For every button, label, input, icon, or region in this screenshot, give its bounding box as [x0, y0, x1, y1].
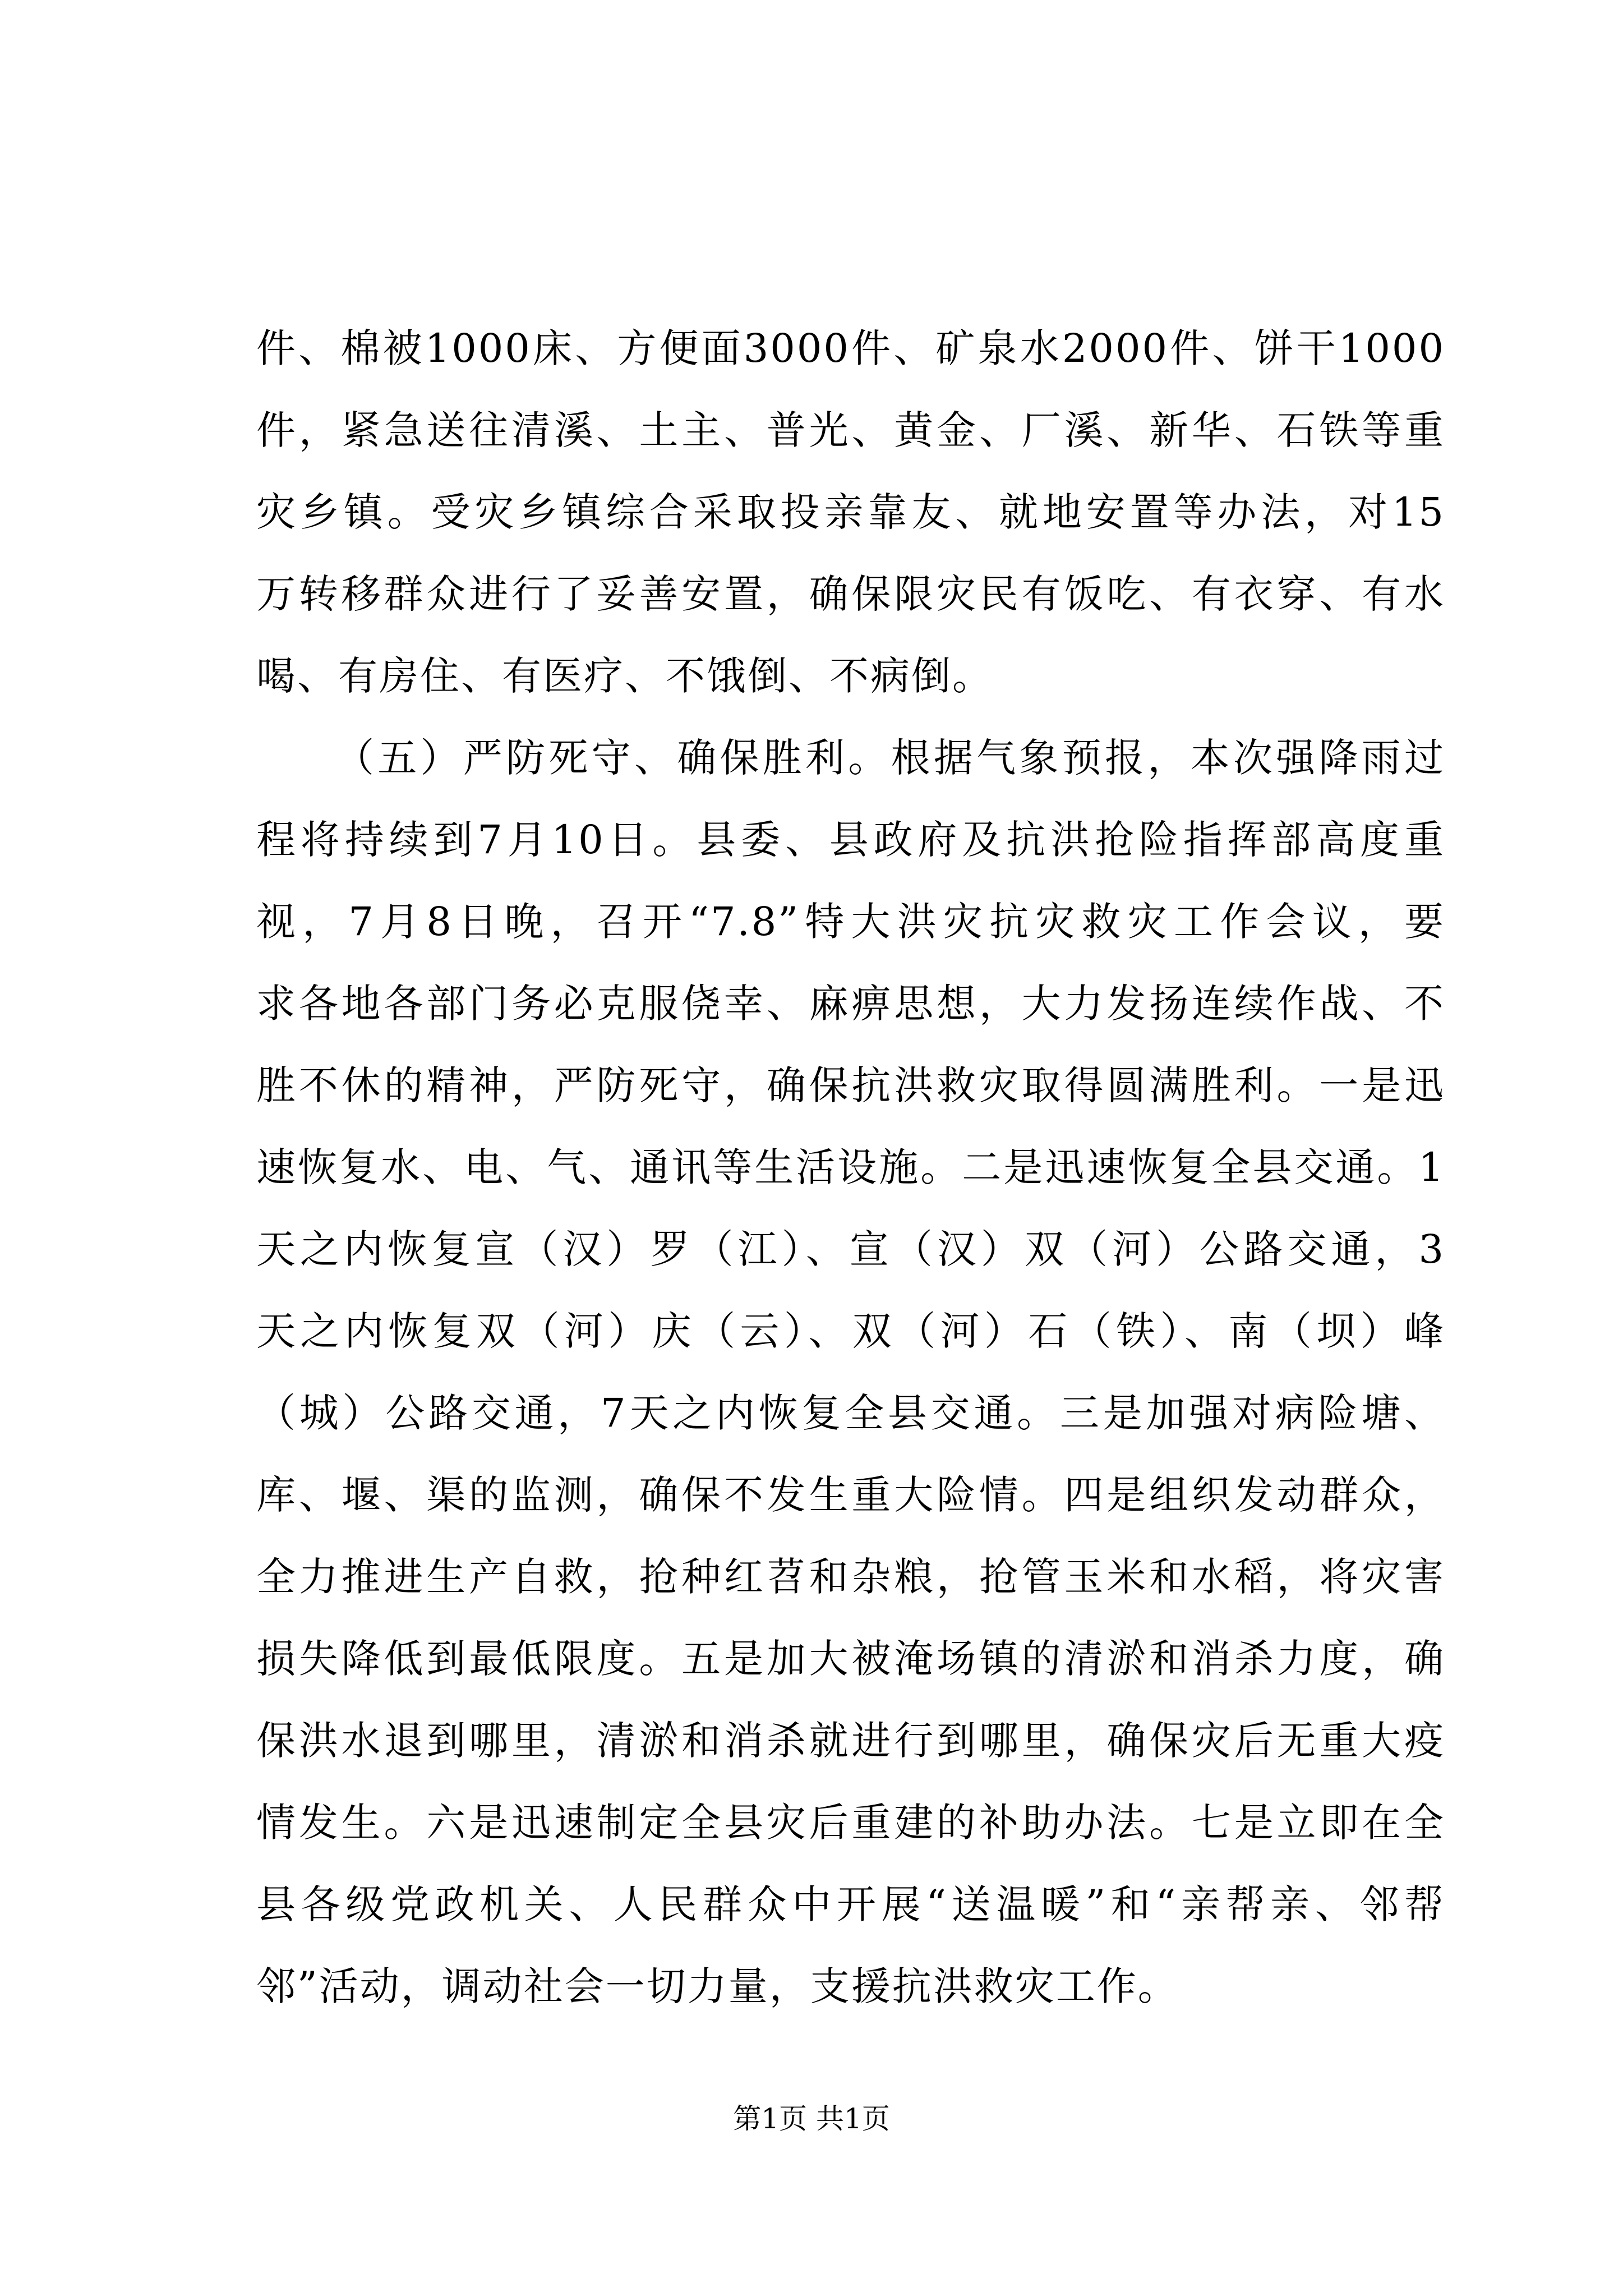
- text-line: 求各地各部门务必克服侥幸、麻痹思想，大力发扬连续作战、不: [256, 981, 1445, 1027]
- text-line: 胜不休的精神，严防死守，确保抗洪救灾取得圆满胜利。一是迅: [256, 1062, 1445, 1108]
- text-line: 邻”活动，调动社会一切力量，支援抗洪救灾工作。: [256, 1963, 1179, 2009]
- text-line: 万转移群众进行了妥善安置，确保限灾民有饭吃、有衣穿、有水: [256, 571, 1445, 617]
- text-line: 保洪水退到哪里，清淤和消杀就进行到哪里，确保灾后无重大疫: [256, 1718, 1445, 1764]
- document-body: [256, 307, 1445, 2027]
- text-line: （城）公路交通，7天之内恢复全县交通。三是加强对病险塘、: [256, 1390, 1445, 1436]
- text-line: 天之内恢复双（河）庆（云）、双（河）石（铁）、南（坝）峰: [256, 1308, 1445, 1354]
- paragraph-first-line: （五）严防死守、确保胜利。根据气象预报，本次强降雨过: [335, 735, 1445, 781]
- text-line: 件，紧急送往清溪、土主、普光、黄金、厂溪、新华、石铁等重: [256, 407, 1445, 453]
- text-line: 天之内恢复宣（汉）罗（江）、宣（汉）双（河）公路交通，3: [256, 1226, 1445, 1272]
- text-line: 全力推进生产自救，抢种红苕和杂粮，抢管玉米和水稻，将灾害: [256, 1554, 1445, 1600]
- text-line: 件、棉被1000床、方便面3000件、矿泉水2000件、饼干1000: [256, 325, 1445, 371]
- text-line: 视，7月8日晚，召开“7.8”特大洪灾抗灾救灾工作会议，要: [256, 899, 1445, 945]
- text-line: 灾乡镇。受灾乡镇综合采取投亲靠友、就地安置等办法，对15: [256, 489, 1445, 535]
- text-line: 速恢复水、电、气、通讯等生活设施。二是迅速恢复全县交通。1: [256, 1144, 1445, 1190]
- text-line: 县各级党政机关、人民群众中开展“送温暖”和“亲帮亲、邻帮: [256, 1881, 1445, 1927]
- text-line: 损失降低到最低限度。五是加大被淹场镇的清淤和消杀力度，确: [256, 1636, 1445, 1682]
- text-line: 程将持续到7月10日。县委、县政府及抗洪抢险指挥部高度重: [256, 817, 1445, 863]
- page-footer: 第1页 共1页: [733, 2102, 890, 2135]
- text-line: 库、堰、渠的监测，确保不发生重大险情。四是组织发动群众，: [256, 1472, 1445, 1518]
- text-line: 喝、有房住、有医疗、不饿倒、不病倒。: [256, 653, 993, 699]
- text-line: 情发生。六是迅速制定全县灾后重建的补助办法。七是立即在全: [256, 1800, 1445, 1846]
